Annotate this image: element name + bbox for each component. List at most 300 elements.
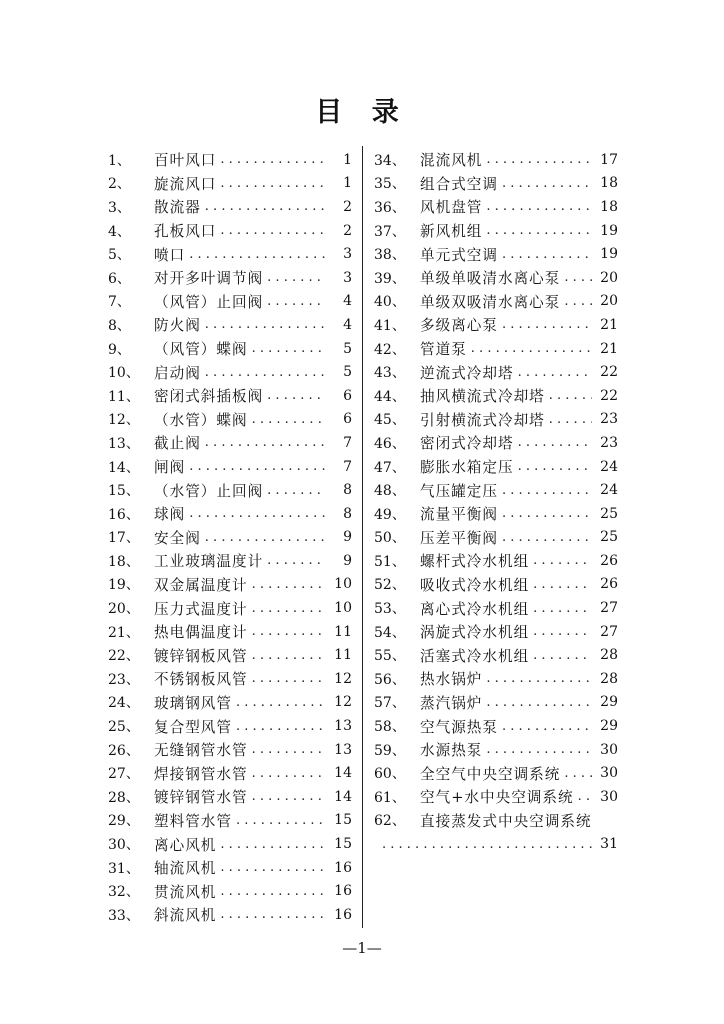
toc-entry-page: 2 bbox=[343, 222, 352, 239]
toc-entry-page: 4 bbox=[343, 293, 352, 310]
toc-entry-page: 25 bbox=[600, 529, 618, 546]
toc-entry[interactable] bbox=[108, 384, 352, 408]
toc-entry-page: 25 bbox=[600, 505, 618, 522]
toc-entry-number: 47、 bbox=[374, 459, 406, 476]
toc-entry-number: 25、 bbox=[108, 719, 140, 736]
toc-entry[interactable] bbox=[108, 219, 352, 243]
toc-leader-dots bbox=[220, 223, 326, 238]
toc-entry[interactable] bbox=[108, 549, 352, 573]
toc-entry-number: 20、 bbox=[108, 601, 140, 618]
toc-leader-dots bbox=[267, 553, 326, 568]
toc-leader-dots bbox=[486, 742, 592, 757]
toc-leader-dots bbox=[502, 506, 592, 521]
toc-entry-number: 44、 bbox=[374, 388, 406, 405]
toc-leader-dots bbox=[471, 341, 592, 356]
toc-entry-title: 防火阀 bbox=[154, 317, 201, 335]
toc-entry-number: 59、 bbox=[374, 742, 406, 759]
toc-entry-number: 5、 bbox=[108, 247, 131, 264]
toc-entry-number: 17、 bbox=[108, 530, 140, 547]
toc-entry-number: 58、 bbox=[374, 719, 406, 736]
toc-entry-number: 54、 bbox=[374, 624, 406, 641]
toc-entry-page: 20 bbox=[600, 293, 618, 310]
toc-entry[interactable] bbox=[108, 337, 352, 361]
toc-entry-title: 工业玻璃温度计 bbox=[154, 553, 264, 571]
toc-entry-page: 18 bbox=[600, 198, 618, 215]
toc-entry[interactable] bbox=[374, 290, 618, 314]
toc-entry-number: 6、 bbox=[108, 270, 131, 287]
toc-entry-title: 膨胀水箱定压 bbox=[420, 459, 514, 477]
toc-leader-dots bbox=[220, 860, 326, 875]
toc-entry-number: 46、 bbox=[374, 435, 406, 452]
toc-entry-page: 24 bbox=[600, 482, 618, 499]
toc-entry-title: 球阀 bbox=[154, 506, 186, 524]
toc-entry[interactable] bbox=[108, 573, 352, 597]
toc-entry-title: 新风机组 bbox=[420, 223, 483, 241]
toc-entry-title: 密闭式冷却塔 bbox=[420, 435, 514, 453]
toc-entry[interactable] bbox=[374, 313, 618, 337]
toc-entry-title: （水管）止回阀 bbox=[154, 482, 264, 500]
toc-entry[interactable] bbox=[108, 290, 352, 314]
toc-leader-dots bbox=[236, 719, 326, 734]
toc-entry[interactable] bbox=[108, 596, 352, 620]
toc-leader-dots bbox=[220, 907, 326, 922]
toc-entry-number: 55、 bbox=[374, 648, 406, 665]
toc-entry-title: 塑料管水管 bbox=[154, 812, 232, 830]
toc-entry[interactable] bbox=[108, 242, 352, 266]
toc-entry-title: 密闭式斜插板阀 bbox=[154, 388, 264, 406]
toc-entry-page: 29 bbox=[600, 694, 618, 711]
toc-entry-title: 百叶风口 bbox=[154, 152, 217, 170]
toc-entry-title: 风机盘管 bbox=[420, 199, 483, 217]
toc-leader-dots bbox=[518, 365, 592, 380]
toc-entry-page: 23 bbox=[600, 434, 618, 451]
toc-entry-page: 11 bbox=[334, 647, 352, 664]
toc-entry-page: 12 bbox=[334, 694, 352, 711]
toc-entry-title: 抽风横流式冷却塔 bbox=[420, 388, 545, 406]
toc-entry[interactable] bbox=[374, 526, 618, 550]
toc-entry-page: 20 bbox=[600, 269, 618, 286]
toc-entry-title: 单级单吸清水离心泵 bbox=[420, 270, 561, 288]
toc-entry[interactable] bbox=[374, 761, 618, 785]
toc-entry-title: 活塞式冷水机组 bbox=[420, 647, 530, 665]
toc-entry-number: 23、 bbox=[108, 671, 140, 688]
toc-entry-page: 3 bbox=[343, 246, 352, 263]
toc-entry-page: 10 bbox=[334, 576, 352, 593]
toc-entry-page: 26 bbox=[600, 576, 618, 593]
toc-leader-dots bbox=[502, 317, 592, 332]
toc-leader-dots bbox=[205, 365, 326, 380]
toc-entry-title: 单元式空调 bbox=[420, 246, 498, 264]
toc-entry-page: 19 bbox=[600, 246, 618, 263]
toc-leader-dots bbox=[252, 648, 326, 663]
toc-entry-number: 11、 bbox=[108, 388, 140, 405]
toc-entry-number: 45、 bbox=[374, 412, 406, 429]
toc-leader-dots bbox=[220, 176, 326, 191]
toc-entry[interactable] bbox=[108, 691, 352, 715]
toc-entry-number: 37、 bbox=[374, 223, 406, 240]
toc-entry[interactable] bbox=[108, 809, 352, 833]
toc-entry-title: 斜流风机 bbox=[154, 907, 217, 925]
toc-leader-dots bbox=[502, 530, 592, 545]
toc-leader-dots bbox=[267, 294, 326, 309]
toc-entry-page: 6 bbox=[343, 387, 352, 404]
toc-leader-dots bbox=[502, 176, 592, 191]
toc-leader-dots bbox=[578, 789, 592, 804]
toc-entry-number: 41、 bbox=[374, 317, 406, 334]
toc-entry-page: 18 bbox=[600, 175, 618, 192]
toc-entry-page: 19 bbox=[600, 222, 618, 239]
toc-entry-title: 气压罐定压 bbox=[420, 482, 498, 500]
toc-leader-dots bbox=[205, 530, 326, 545]
toc-entry-title: 焊接钢管水管 bbox=[154, 765, 248, 783]
toc-entry-number: 21、 bbox=[108, 624, 140, 641]
toc-entry-page: 17 bbox=[600, 151, 618, 168]
toc-entry-page: 7 bbox=[343, 458, 352, 475]
toc-entry[interactable] bbox=[374, 360, 618, 384]
toc-entry-page: 9 bbox=[343, 529, 352, 546]
toc-entry-number: 60、 bbox=[374, 766, 406, 783]
toc-entry-page: 21 bbox=[600, 340, 618, 357]
toc-entry-number: 53、 bbox=[374, 601, 406, 618]
toc-entry-page: 9 bbox=[343, 552, 352, 569]
toc-entry[interactable] bbox=[108, 148, 352, 172]
toc-entry[interactable] bbox=[108, 455, 352, 479]
toc-entry-page: 30 bbox=[600, 765, 618, 782]
toc-entry-title: 流量平衡阀 bbox=[420, 506, 498, 524]
toc-leader-dots bbox=[252, 601, 326, 616]
toc-entry-number: 62、 bbox=[374, 813, 406, 830]
toc-entry[interactable] bbox=[374, 738, 618, 762]
toc-entry-title: 玻璃钢风管 bbox=[154, 694, 232, 712]
toc-entry-title: 吸收式冷水机组 bbox=[420, 576, 530, 594]
toc-entry[interactable] bbox=[108, 879, 352, 903]
toc-leader-dots bbox=[236, 695, 326, 710]
toc-entry-number: 4、 bbox=[108, 223, 131, 240]
toc-entry-title: 离心风机 bbox=[154, 836, 217, 854]
toc-entry-number: 22、 bbox=[108, 648, 140, 665]
toc-entry-number: 12、 bbox=[108, 412, 140, 429]
toc-entry-number: 27、 bbox=[108, 766, 140, 783]
toc-leader-dots bbox=[205, 317, 326, 332]
toc-entry-title: 涡旋式冷水机组 bbox=[420, 624, 530, 642]
toc-entry[interactable] bbox=[374, 431, 618, 455]
toc-entry-number: 48、 bbox=[374, 483, 406, 500]
toc-entry[interactable] bbox=[374, 455, 618, 479]
toc-entry[interactable] bbox=[374, 809, 618, 833]
toc-entry-title: 引射横流式冷却塔 bbox=[420, 411, 545, 429]
toc-entry-title: 镀锌钢管水管 bbox=[154, 789, 248, 807]
toc-leader-dots bbox=[533, 601, 592, 616]
toc-entry[interactable] bbox=[108, 714, 352, 738]
toc-entry-number: 24、 bbox=[108, 695, 140, 712]
toc-entry-page: 7 bbox=[343, 434, 352, 451]
toc-leader-dots bbox=[564, 270, 592, 285]
toc-leader-dots bbox=[252, 341, 326, 356]
toc-entry[interactable] bbox=[108, 526, 352, 550]
toc-entry-page: 16 bbox=[334, 883, 352, 900]
toc-entry-title: （水管）蝶阀 bbox=[154, 411, 248, 429]
toc-entry-number: 13、 bbox=[108, 435, 140, 452]
toc-leader-dots bbox=[220, 884, 326, 899]
toc-entry-number: 31、 bbox=[108, 860, 140, 877]
toc-entry-page: 29 bbox=[600, 718, 618, 735]
toc-entry-title: 逆流式冷却塔 bbox=[420, 364, 514, 382]
toc-entry-number: 56、 bbox=[374, 671, 406, 688]
toc-entry-title: 热水锅炉 bbox=[420, 671, 483, 689]
toc-entry[interactable] bbox=[374, 408, 618, 432]
toc-entry-title: 离心式冷水机组 bbox=[420, 600, 530, 618]
toc-leader-dots bbox=[486, 152, 592, 167]
toc-entry-number: 2、 bbox=[108, 176, 131, 193]
toc-entry-title: 启动阀 bbox=[154, 364, 201, 382]
toc-entry[interactable] bbox=[108, 266, 352, 290]
toc-entry[interactable] bbox=[108, 408, 352, 432]
toc-leader-dots bbox=[502, 483, 592, 498]
toc-entry-number: 9、 bbox=[108, 341, 131, 358]
toc-entry-title: 贯流风机 bbox=[154, 883, 217, 901]
toc-entry[interactable] bbox=[108, 832, 352, 856]
toc-entry-page: 26 bbox=[600, 552, 618, 569]
column-divider bbox=[362, 146, 363, 928]
toc-entry-number: 52、 bbox=[374, 577, 406, 594]
toc-right-column bbox=[374, 148, 618, 856]
toc-entry[interactable] bbox=[374, 714, 618, 738]
toc-entry-page: 27 bbox=[600, 600, 618, 617]
toc-leader-dots bbox=[252, 624, 326, 639]
toc-entry-number: 50、 bbox=[374, 530, 406, 547]
toc-entry-page: 16 bbox=[334, 906, 352, 923]
toc-entry-number: 57、 bbox=[374, 695, 406, 712]
toc-entry-title: 复合型风管 bbox=[154, 718, 232, 736]
toc-leader-dots bbox=[564, 294, 592, 309]
toc-entry-title: 闸阀 bbox=[154, 459, 186, 477]
toc-entry-title: 喷口 bbox=[154, 246, 186, 264]
toc-entry-title: 空气+水中央空调系统 bbox=[420, 789, 574, 807]
toc-leader-dots bbox=[267, 483, 326, 498]
toc-leader-dots bbox=[533, 624, 592, 639]
toc-entry[interactable] bbox=[108, 478, 352, 502]
toc-entry-title: 无缝钢管水管 bbox=[154, 742, 248, 760]
toc-entry[interactable] bbox=[374, 384, 618, 408]
toc-entry-number: 19、 bbox=[108, 577, 140, 594]
toc-entry-number: 42、 bbox=[374, 341, 406, 358]
toc-entry-number: 28、 bbox=[108, 789, 140, 806]
toc-entry[interactable] bbox=[374, 620, 618, 644]
toc-entry[interactable] bbox=[108, 620, 352, 644]
toc-entry-page: 11 bbox=[334, 623, 352, 640]
toc-entry[interactable] bbox=[374, 242, 618, 266]
toc-entry-title: 轴流风机 bbox=[154, 860, 217, 878]
toc-entry[interactable] bbox=[374, 502, 618, 526]
toc-entry-number: 32、 bbox=[108, 884, 140, 901]
toc-leader-dots bbox=[518, 435, 592, 450]
toc-entry-number: 39、 bbox=[374, 270, 406, 287]
toc-entry-number: 15、 bbox=[108, 483, 140, 500]
toc-entry-title: 截止阀 bbox=[154, 435, 201, 453]
toc-entry[interactable] bbox=[108, 172, 352, 196]
toc-leader-dots bbox=[236, 813, 326, 828]
page-number: —1— bbox=[342, 939, 382, 957]
toc-leader-dots bbox=[189, 459, 326, 474]
toc-entry[interactable] bbox=[374, 596, 618, 620]
toc-entry-title: 直接蒸发式中央空调系统 bbox=[420, 812, 592, 830]
toc-entry[interactable] bbox=[374, 195, 618, 219]
toc-entry-page: 23 bbox=[600, 411, 618, 428]
toc-entry[interactable] bbox=[374, 148, 618, 172]
toc-entry[interactable] bbox=[108, 502, 352, 526]
toc-entry-title: 不锈钢板风管 bbox=[154, 671, 248, 689]
toc-entry-page: 4 bbox=[343, 316, 352, 333]
toc-entry[interactable] bbox=[374, 573, 618, 597]
toc-entry[interactable] bbox=[374, 549, 618, 573]
page-title: 目 录 bbox=[315, 97, 409, 128]
toc-entry[interactable] bbox=[374, 667, 618, 691]
toc-entry-title: 空气源热泵 bbox=[420, 718, 498, 736]
toc-entry-title: 组合式空调 bbox=[420, 175, 498, 193]
toc-entry-page: 21 bbox=[600, 316, 618, 333]
toc-entry-page: 12 bbox=[334, 670, 352, 687]
toc-entry[interactable] bbox=[374, 832, 618, 856]
toc-entry[interactable] bbox=[108, 903, 352, 927]
toc-entry-page: 2 bbox=[343, 198, 352, 215]
toc-entry[interactable] bbox=[374, 643, 618, 667]
toc-entry-title: 压力式温度计 bbox=[154, 600, 248, 618]
toc-entry-number: 3、 bbox=[108, 199, 131, 216]
toc-entry[interactable] bbox=[374, 172, 618, 196]
toc-leader-dots bbox=[267, 270, 326, 285]
toc-entry-title: 多级离心泵 bbox=[420, 317, 498, 335]
toc-entry-page: 1 bbox=[343, 151, 352, 168]
toc-leader-dots bbox=[189, 247, 326, 262]
toc-entry-number: 16、 bbox=[108, 506, 140, 523]
toc-entry-page: 5 bbox=[343, 364, 352, 381]
toc-entry-title: 水源热泵 bbox=[420, 742, 483, 760]
toc-entry-title: （风管）蝶阀 bbox=[154, 341, 248, 359]
toc-leader-dots bbox=[518, 459, 592, 474]
toc-entry-title: 对开多叶调节阀 bbox=[154, 270, 264, 288]
toc-entry-number: 10、 bbox=[108, 365, 140, 382]
toc-entry-number: 30、 bbox=[108, 837, 140, 854]
toc-entry-page: 15 bbox=[334, 836, 352, 853]
toc-entry-number: 51、 bbox=[374, 553, 406, 570]
toc-entry[interactable] bbox=[374, 478, 618, 502]
toc-leader-dots bbox=[252, 412, 326, 427]
toc-leader-dots bbox=[564, 766, 592, 781]
toc-entry-page: 30 bbox=[600, 788, 618, 805]
toc-entry-title: 混流风机 bbox=[420, 152, 483, 170]
toc-entry[interactable] bbox=[374, 266, 618, 290]
toc-entry-number: 35、 bbox=[374, 176, 406, 193]
toc-entry-number: 40、 bbox=[374, 294, 406, 311]
toc-entry-title: 安全阀 bbox=[154, 529, 201, 547]
toc-entry-page: 31 bbox=[600, 836, 618, 853]
toc-entry-number: 38、 bbox=[374, 247, 406, 264]
toc-leader-dots bbox=[502, 719, 592, 734]
toc-entry-page: 13 bbox=[334, 741, 352, 758]
toc-entry-page: 22 bbox=[600, 387, 618, 404]
toc-entry-title: 全空气中央空调系统 bbox=[420, 765, 561, 783]
toc-leader-dots bbox=[533, 553, 592, 568]
toc-entry-number: 7、 bbox=[108, 294, 131, 311]
toc-entry[interactable] bbox=[108, 785, 352, 809]
toc-entry-number: 33、 bbox=[108, 907, 140, 924]
toc-entry-page: 3 bbox=[343, 269, 352, 286]
toc-entry-title: 热电偶温度计 bbox=[154, 624, 248, 642]
toc-leader-dots bbox=[486, 695, 592, 710]
toc-entry-page: 14 bbox=[334, 788, 352, 805]
toc-entry-number: 1、 bbox=[108, 152, 131, 169]
toc-entry-page: 30 bbox=[600, 741, 618, 758]
toc-leader-dots bbox=[252, 577, 326, 592]
toc-entry[interactable] bbox=[374, 337, 618, 361]
toc-entry-title: 旋流风口 bbox=[154, 175, 217, 193]
toc-leader-dots bbox=[189, 506, 326, 521]
toc-entry[interactable] bbox=[108, 738, 352, 762]
toc-leader-dots bbox=[205, 435, 326, 450]
toc-leader-dots bbox=[220, 837, 326, 852]
toc-entry[interactable] bbox=[108, 643, 352, 667]
toc-entry[interactable] bbox=[108, 667, 352, 691]
toc-leader-dots bbox=[252, 789, 326, 804]
toc-entry-number: 18、 bbox=[108, 553, 140, 570]
toc-entry[interactable] bbox=[374, 219, 618, 243]
toc-entry[interactable] bbox=[108, 195, 352, 219]
toc-leader-dots bbox=[205, 199, 326, 214]
toc-entry[interactable] bbox=[108, 856, 352, 880]
toc-entry-page: 1 bbox=[343, 175, 352, 192]
toc-leader-dots bbox=[252, 671, 326, 686]
toc-leader-dots bbox=[502, 247, 592, 262]
toc-leader-dots bbox=[382, 837, 592, 852]
toc-entry-number: 43、 bbox=[374, 365, 406, 382]
toc-entry-number: 26、 bbox=[108, 742, 140, 759]
toc-entry-page: 15 bbox=[334, 812, 352, 829]
toc-entry-number: 14、 bbox=[108, 459, 140, 476]
toc-entry-page: 13 bbox=[334, 718, 352, 735]
toc-leader-dots bbox=[252, 766, 326, 781]
toc-leader-dots bbox=[533, 577, 592, 592]
toc-entry-title: （风管）止回阀 bbox=[154, 293, 264, 311]
toc-leader-dots bbox=[220, 152, 326, 167]
toc-leader-dots bbox=[486, 223, 592, 238]
toc-entry-title: 单级双吸清水离心泵 bbox=[420, 293, 561, 311]
toc-entry[interactable] bbox=[108, 313, 352, 337]
toc-leader-dots bbox=[252, 742, 326, 757]
toc-leader-dots bbox=[486, 671, 592, 686]
toc-entry-page: 22 bbox=[600, 364, 618, 381]
toc-entry-title: 镀锌钢板风管 bbox=[154, 647, 248, 665]
toc-leader-dots bbox=[549, 412, 592, 427]
toc-entry-page: 28 bbox=[600, 670, 618, 687]
toc-entry-number: 8、 bbox=[108, 317, 131, 334]
toc-entry-page: 28 bbox=[600, 647, 618, 664]
toc-entry-page: 8 bbox=[343, 505, 352, 522]
toc-entry-page: 6 bbox=[343, 411, 352, 428]
toc-entry[interactable] bbox=[108, 431, 352, 455]
toc-entry-page: 8 bbox=[343, 482, 352, 499]
toc-entry[interactable] bbox=[108, 761, 352, 785]
toc-entry-title: 孔板风口 bbox=[154, 223, 217, 241]
toc-entry[interactable] bbox=[108, 360, 352, 384]
toc-entry[interactable] bbox=[374, 691, 618, 715]
toc-entry-page: 10 bbox=[334, 600, 352, 617]
toc-entry-page: 27 bbox=[600, 623, 618, 640]
toc-entry[interactable] bbox=[374, 785, 618, 809]
toc-entry-number: 36、 bbox=[374, 199, 406, 216]
toc-entry-title: 蒸汽锅炉 bbox=[420, 694, 483, 712]
toc-entry-title: 散流器 bbox=[154, 199, 201, 217]
toc-left-column bbox=[108, 148, 352, 927]
